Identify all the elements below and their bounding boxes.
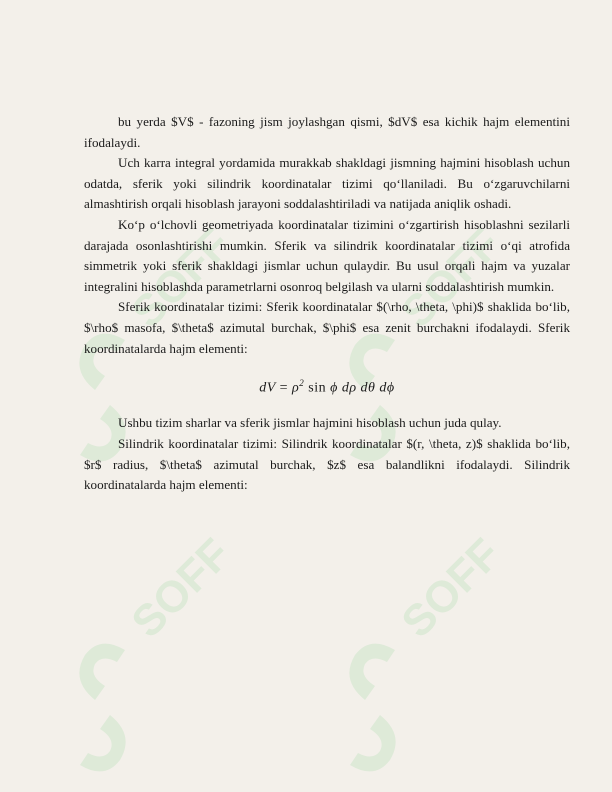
paragraph-spherical: Sferik koordinatalar tizimi: Sferik koordinatalar $(\rho, \theta, \phi)$ shaklida bo‘lib, $\rho$ masofa, $\theta$ azimutal burchak, $\phi$ esa zenit burchakni ifodalaydi. Sferik koordinatalarda hajm elementi: (84, 299, 570, 356)
paragraph-coordinate-change: Ko‘p o‘lchovli geometriyada koordinatalar tizimini o‘zgartirish hisoblashni sezilarli darajada osonlashtirishi mumkin. Sferik va silindrik koordinatalar tizimi o‘qi atrofida simmetrik yoki sferik shakldagi jismlar uchun qulaydir. Bu usul orqali hajm va yuzalar integralini hisoblashda parametrlarni osonroq belgilash va ularni soddalashtirish mumkin. (84, 216, 570, 294)
formula-lhs: dV (259, 380, 276, 396)
watermark-text-4: SOFF (392, 529, 511, 648)
watermark-text-3: SOFF (122, 529, 241, 648)
paragraph-definition: bu yerda $V$ - fazoning jism joylashgan qismi, $dV$ esa kichik hajm elementini ifodalaydi. (84, 114, 570, 150)
volume-element-formula (84, 373, 570, 399)
watermark-text-1: SOFF (122, 219, 241, 338)
formula-sin: sin (308, 380, 327, 396)
document-body (84, 112, 570, 496)
formula-equals: = (279, 380, 289, 396)
paragraph-cylindrical: Silindrik koordinatalar tizimi: Silindrik koordinatalar $(r, \theta, z)$ shaklida bo‘lib, $r$ radius, $\theta$ azimutal burchak, $z$ esa balandlikni ifodalaydi. Silindrik koordinatalarda hajm elementi: (84, 435, 570, 493)
watermark-logo-3 (79, 644, 125, 772)
paragraph-spherical-usage: Ushbu tizim sharlar va sferik jismlar hajmini hisoblash uchun juda qulay. (118, 415, 502, 431)
paragraph-triple-integral: Uch karra integral yordamida murakkab shakldagi jismning hajmini hisoblash uchun odatda, sferik yoki silindrik koordinatalar tizimi qo‘llaniladi. Bu o‘zgaruvchilarni almashtirish orqali hisoblash jarayoni soddalashtiriladi va natijada aniqlik oshadi. (84, 155, 570, 212)
watermark-logo-4 (349, 644, 395, 772)
formula-exponent: 2 (299, 378, 305, 389)
formula-rho: ρ (292, 380, 300, 396)
formula-differentials: ϕ dρ dθ dϕ (330, 380, 395, 396)
watermark-text-2: SOFF (392, 219, 511, 338)
